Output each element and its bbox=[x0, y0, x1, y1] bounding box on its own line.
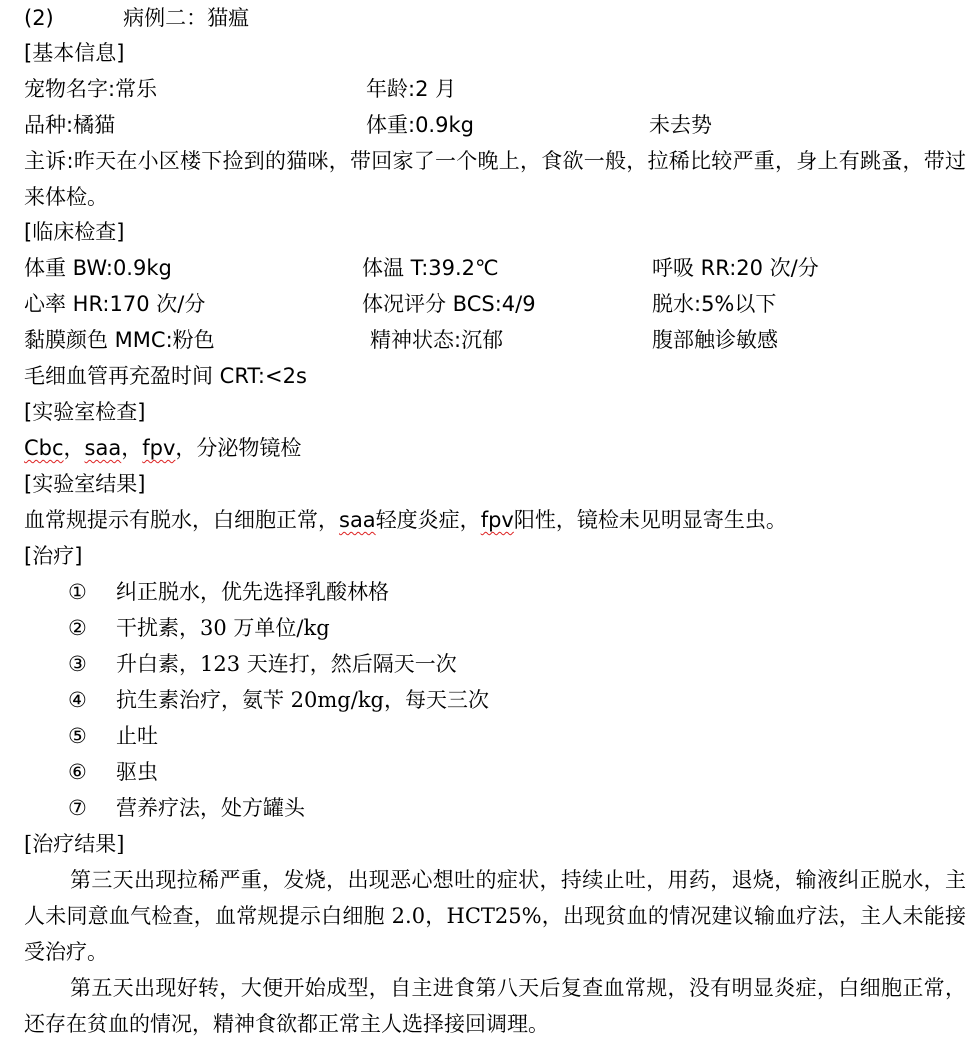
treatment-item-number: ② bbox=[68, 616, 87, 640]
treatment-item-text: 纠正脱水，优先选择乳酸林格 bbox=[116, 580, 389, 604]
lab-test-separator: ， bbox=[63, 436, 85, 460]
lab-tests-list bbox=[24, 430, 301, 466]
abdominal-palpation: 腹部触诊敏感 bbox=[652, 328, 778, 352]
treatment-item-text: 升白素，123 天连打，然后隔天一次 bbox=[116, 652, 457, 676]
treatment-item-number: ④ bbox=[68, 688, 87, 712]
lab-test-rest: ，分泌物镜检 bbox=[175, 436, 302, 460]
body-condition-score: 体况评分 BCS:4/9 bbox=[362, 292, 536, 316]
lab-result-saa: saa bbox=[339, 508, 376, 532]
treatment-item bbox=[68, 718, 158, 754]
lab-test-fpv: fpv bbox=[142, 436, 176, 460]
treatment-item bbox=[68, 574, 389, 610]
treatment-item bbox=[68, 646, 457, 682]
body-weight: 体重 BW:0.9kg bbox=[24, 256, 172, 280]
basic-row-1 bbox=[24, 71, 964, 107]
section-treatment: [治疗] bbox=[24, 544, 83, 568]
section-basic-info: [基本信息] bbox=[24, 41, 125, 65]
section-treatment-outcome: [治疗结果] bbox=[24, 832, 125, 856]
lab-test-cbc: Cbc bbox=[24, 436, 64, 460]
treatment-item bbox=[68, 790, 305, 826]
mucous-membrane-color: 黏膜颜色 MMC:粉色 bbox=[24, 328, 215, 352]
capillary-refill-time: 毛细血管再充盈时间 CRT:<2s bbox=[24, 364, 307, 388]
lab-test-separator: ， bbox=[121, 436, 143, 460]
lab-results-text bbox=[24, 502, 787, 538]
treatment-item-text: 止吐 bbox=[116, 724, 158, 748]
pet-breed: 品种:橘猫 bbox=[24, 113, 116, 137]
neuter-status: 未去势 bbox=[649, 113, 712, 137]
treatment-item-text: 营养疗法，处方罐头 bbox=[116, 796, 305, 820]
pet-age: 年龄:2 月 bbox=[366, 77, 457, 101]
treatment-item-number: ⑦ bbox=[68, 796, 87, 820]
treatment-item-number: ⑥ bbox=[68, 760, 87, 784]
pet-weight: 体重:0.9kg bbox=[366, 113, 474, 137]
pet-name: 宠物名字:常乐 bbox=[24, 77, 158, 101]
chief-complaint: 主诉:昨天在小区楼下捡到的猫咪，带回家了一个晚上，食欲一般，拉稀比较严重，身上有跳蚤，带过来体检。 bbox=[24, 149, 966, 209]
lab-result-part-1: 血常规提示有脱水，白细胞正常， bbox=[24, 508, 339, 532]
treatment-item-number: ⑤ bbox=[68, 724, 87, 748]
clinical-row-1 bbox=[24, 250, 964, 286]
section-lab-tests: [实验室检查] bbox=[24, 400, 146, 424]
respiration-rate: 呼吸 RR:20 次/分 bbox=[652, 256, 819, 280]
treatment-item bbox=[68, 610, 330, 646]
outcome-paragraph-2: 第五天出现好转，大便开始成型，自主进食第八天后复查血常规，没有明显炎症，白细胞正常，还存在贫血的情况，精神食欲都正常主人选择接回调理。 bbox=[24, 976, 966, 1036]
treatment-item-text: 抗生素治疗，氨苄 20mg/kg，每天三次 bbox=[116, 688, 489, 712]
treatment-item bbox=[68, 682, 489, 718]
treatment-item-number: ③ bbox=[68, 652, 87, 676]
treatment-item-text: 干扰素，30 万单位/kg bbox=[116, 616, 330, 640]
heart-rate: 心率 HR:170 次/分 bbox=[24, 292, 206, 316]
basic-row-2 bbox=[24, 107, 964, 143]
lab-result-part-2: 轻度炎症， bbox=[375, 508, 481, 532]
clinical-row-3 bbox=[24, 322, 964, 358]
case-number: (2) bbox=[24, 6, 54, 30]
mental-status: 精神状态:沉郁 bbox=[370, 328, 504, 352]
treatment-item-text: 驱虫 bbox=[116, 760, 158, 784]
clinical-row-2 bbox=[24, 286, 964, 322]
dehydration: 脱水:5%以下 bbox=[652, 292, 777, 316]
body-temperature: 体温 T:39.2℃ bbox=[362, 256, 499, 280]
section-lab-results: [实验室结果] bbox=[24, 472, 146, 496]
lab-test-saa: saa bbox=[84, 436, 122, 460]
outcome-paragraph-1: 第三天出现拉稀严重，发烧，出现恶心想吐的症状，持续止吐，用药，退烧，输液纠正脱水，主人未同意血气检查，血常规提示白细胞 2.0，HCT25%，出现贫血的情况建议输血疗法，主人未能接受治疗。 bbox=[24, 868, 966, 964]
treatment-item bbox=[68, 754, 158, 790]
treatment-item-number: ① bbox=[68, 580, 87, 604]
case-title: 病例二：猫瘟 bbox=[123, 6, 250, 30]
section-clinical-exam: [临床检查] bbox=[24, 220, 125, 244]
lab-result-part-3: 阳性，镜检未见明显寄生虫。 bbox=[513, 508, 787, 532]
lab-result-fpv: fpv bbox=[480, 508, 514, 532]
case-heading bbox=[24, 0, 249, 36]
